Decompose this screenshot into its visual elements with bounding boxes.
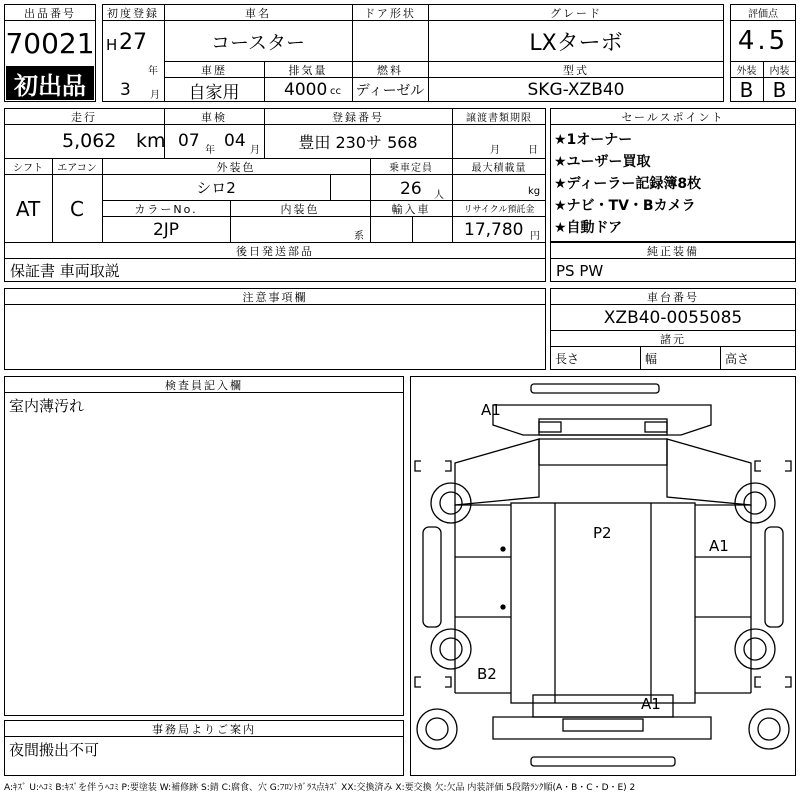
mileage-unit: km [136, 130, 166, 152]
door-value [352, 21, 428, 61]
displacement-label: 排気量 [288, 63, 328, 77]
history-value: 自家用 [188, 82, 240, 103]
lot-number: 70021 [5, 26, 95, 60]
first-reg-month: 3 [120, 80, 131, 100]
damage-legend: A:ｷｽﾞ U:ﾍｺﾐ B:ｷｽﾞを伴うﾍｺﾐ P:要塗装 W:補修跡 S:錆 C:腐食、穴 G:ﾌﾛﾝﾄｶﾞﾗｽ点ｷｽﾞ XX:交換済み X:要交換 欠:欠品 内装評価 5段階ﾗﾝｸ順(A・B・C・D・E) 2 [4, 783, 636, 793]
model-label: 型式 [563, 63, 589, 77]
parts-value: 保証書 車両取説 [10, 262, 120, 280]
inspector-value: 室内薄汚れ [9, 397, 85, 415]
spec-width-label: 幅 [645, 351, 658, 366]
chassis-value: XZB40-0055085 [603, 307, 743, 328]
car-name-label: 車名 [245, 6, 271, 20]
color-no-value: 2JP [152, 219, 180, 240]
spec-length-label: 長さ [555, 351, 580, 366]
exterior-color-value: シロ2 [196, 179, 236, 197]
registration-label: 登録番号 [332, 110, 384, 124]
door-label: ドア形状 [364, 6, 416, 20]
exterior-color-label: 外装色 [216, 160, 256, 174]
transfer-month-unit: 月 [490, 145, 500, 156]
inspector-label: 検査員記入欄 [165, 378, 243, 392]
exterior-grade-value: B [739, 78, 754, 102]
aircon-value: C [70, 196, 84, 221]
first-listing-badge: 初出品 [6, 66, 94, 100]
inspection-month: 04 [224, 131, 246, 151]
damage-mark-rear: A1 [641, 695, 661, 713]
score-value: 4.5 [737, 26, 789, 56]
model-value: SKG-XZB40 [527, 80, 625, 100]
shift-value: AT [15, 196, 41, 221]
capacity-value: 26 [400, 179, 422, 199]
color-no-label: カラーNo. [134, 202, 198, 216]
fuel-value: ディーゼル [355, 83, 425, 99]
damage-mark-roof: P2 [593, 524, 612, 542]
displacement-value: 4000 [284, 80, 328, 100]
inspection-year: 07 [178, 131, 200, 151]
grade-value: LXターボ [529, 30, 623, 56]
first-reg-era: H [106, 36, 118, 54]
max-load-label: 最大積載量 [471, 163, 527, 174]
inspector-block [4, 376, 404, 716]
sales-point-4: ★ナビ・TV・Bカメラ [554, 198, 696, 214]
equipment-value: PS PW [556, 261, 604, 280]
vehicle-damage-diagram [410, 376, 796, 776]
displacement-unit: cc [330, 86, 341, 97]
car-name-value: コースター [210, 31, 306, 54]
parts-label: 後日発送部品 [236, 244, 314, 258]
sales-point-3: ★ディーラー記録簿8枚 [554, 176, 702, 192]
recycle-unit: 円 [530, 231, 540, 242]
interior-grade-value: B [772, 78, 787, 102]
sales-point-2: ★ユーザー買取 [554, 154, 651, 170]
bus-outline-drawing [411, 377, 795, 775]
sales-point-5: ★自動ドア [554, 220, 623, 236]
first-reg-year-unit: 年 [148, 66, 158, 77]
recycle-label: リサイクル預託金 [463, 205, 535, 215]
lot-label: 出品番号 [24, 6, 76, 20]
mileage-value: 5,062 [62, 130, 117, 152]
inspection-year-unit: 年 [205, 145, 215, 156]
transfer-deadline-label: 譲渡書類期限 [466, 113, 532, 124]
chassis-label: 車台番号 [647, 290, 699, 304]
inspection-label: 車検 [201, 110, 227, 124]
spec-height-label: 高さ [725, 351, 750, 366]
notes-label: 注意事項欄 [242, 290, 308, 304]
history-label: 車歴 [201, 63, 227, 77]
damage-mark-front: A1 [481, 401, 501, 419]
registration-value: 豊田 230サ 568 [298, 133, 418, 152]
recycle-value: 17,780 [464, 220, 524, 240]
inspection-month-unit: 月 [250, 145, 260, 156]
import-label: 輸入車 [391, 202, 431, 216]
mileage-label: 走行 [71, 110, 97, 124]
first-reg-month-unit: 月 [150, 90, 160, 101]
exterior-grade-label: 外装 [736, 66, 757, 77]
score-label: 評価点 [748, 9, 778, 20]
capacity-label: 乗車定員 [389, 163, 433, 174]
interior-grade-label: 内装 [769, 66, 790, 77]
damage-mark-left-rear: B2 [477, 665, 497, 683]
sales-points-label: セールスポイント [621, 110, 725, 124]
interior-color-label: 内装色 [280, 202, 320, 216]
specs-label: 諸元 [660, 332, 686, 346]
shift-label: シフト [13, 163, 43, 174]
equipment-label: 純正装備 [647, 244, 699, 258]
office-value: 夜間搬出不可 [9, 741, 100, 759]
capacity-unit: 人 [434, 190, 444, 201]
notes-value [6, 306, 546, 326]
transfer-day-unit: 日 [528, 145, 538, 156]
aircon-label: エアコン [57, 163, 97, 174]
grade-label: グレード [550, 6, 602, 20]
damage-mark-right-side: A1 [709, 537, 729, 555]
fuel-label: 燃料 [377, 63, 403, 77]
office-label: 事務局よりご案内 [152, 722, 256, 736]
sales-point-1: ★1オーナー [554, 132, 633, 148]
max-load-unit: kg [528, 186, 541, 197]
first-reg-year: 27 [119, 30, 147, 55]
first-reg-label: 初度登録 [107, 6, 159, 20]
interior-color-unit: 系 [354, 231, 364, 242]
